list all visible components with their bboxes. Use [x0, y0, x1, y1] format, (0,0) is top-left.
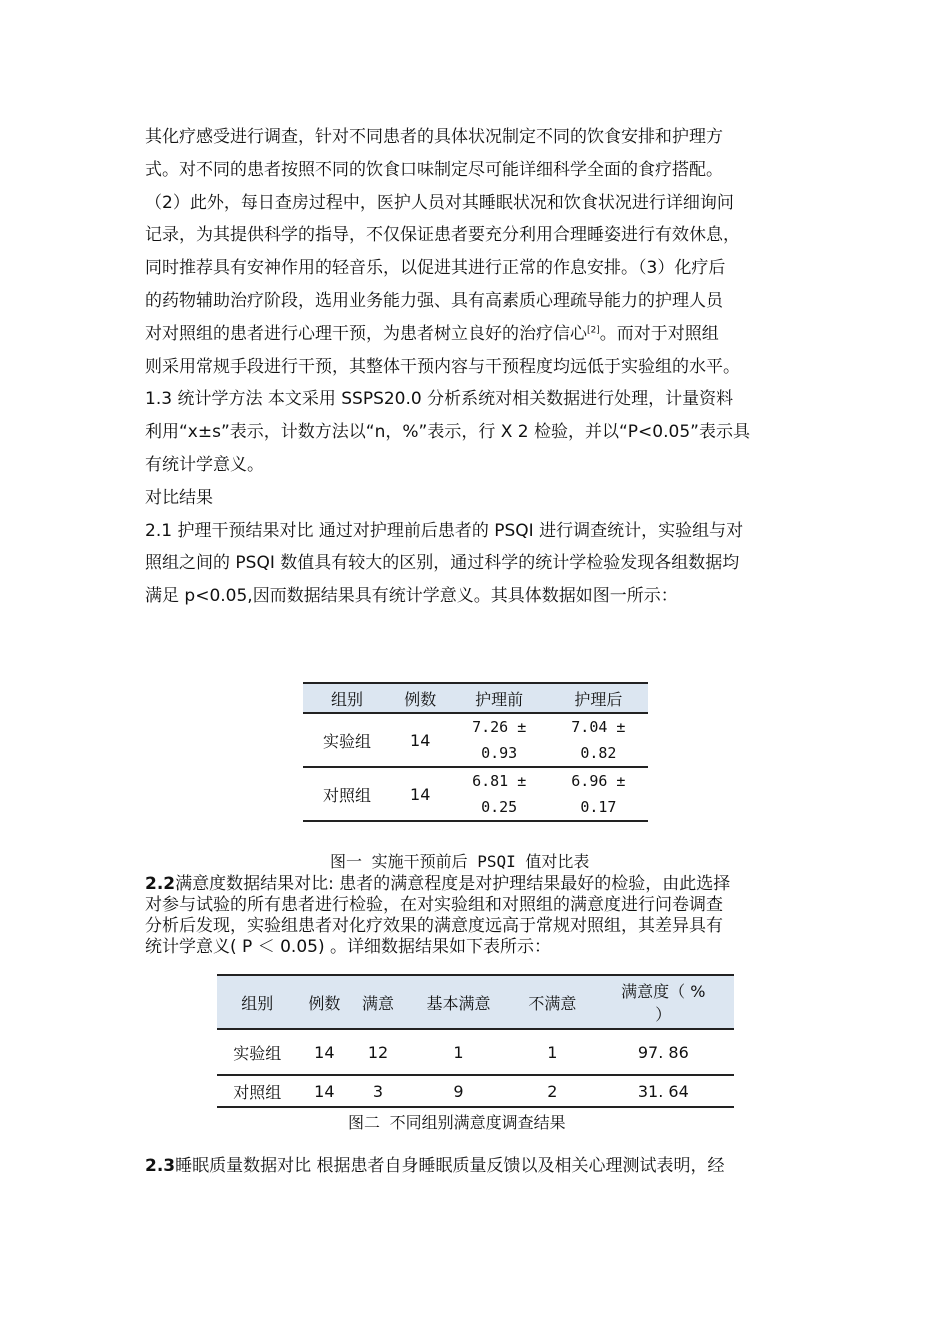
- table-row: [303, 713, 648, 767]
- cell-line: 0.82: [580, 744, 617, 762]
- text-line: 照组之间的 PSQI 数值具有较大的区别，通过科学的统计学检验发现各组数据均: [145, 553, 740, 574]
- table-cell: [549, 713, 648, 767]
- section-2-1-heading-line: 2.1 护理干预结果对比 通过对护理前后患者的 PSQI 进行调查统计，实验组与对: [145, 520, 744, 541]
- psqi-comparison-table: [303, 682, 648, 822]
- satisfaction-table: [217, 974, 734, 1108]
- table-cell: 14: [410, 730, 431, 750]
- table-cell: 1: [453, 1042, 464, 1062]
- text-line: 同时推荐具有安神作用的轻音乐，以促进其进行正常的作息安排。（3）化疗后: [145, 258, 726, 279]
- text-line: 则采用常规手段进行干预，其整体干预内容与干预程度均远低于实验组的水平。: [145, 356, 740, 377]
- text-fragment: 满意度数据结果对比: 患者的满意程度是对护理结果最好的检验，由此选择: [175, 874, 731, 894]
- body-text-section-1: [145, 121, 813, 613]
- table-cell: [549, 767, 648, 821]
- section-1-3-heading-line: 1.3 统计学方法 本文采用 SSPS20.0 分析系统对相关数据进行处理，计量资料: [145, 389, 734, 410]
- cell-line: 7.04 ±: [571, 718, 626, 736]
- column-header: 满意: [361, 993, 394, 1013]
- table-row: [303, 767, 648, 821]
- table-2-caption: 图二 不同组别满意度调查结果: [348, 1113, 566, 1132]
- header-line: 满意度（ %: [621, 982, 706, 1001]
- text-line: 其化疗感受进行调查，针对不同患者的具体状况制定不同的饮食安排和护理方: [145, 127, 723, 147]
- table-cell: 12: [367, 1042, 389, 1062]
- text-line: 式。对不同的患者按照不同的饮食口味制定尽可能详细科学全面的食疗搭配。: [145, 159, 723, 180]
- cell-line: 7.26 ±: [472, 718, 527, 736]
- cell-line: 6.96 ±: [571, 772, 626, 790]
- body-text-section-2-2: [145, 874, 813, 958]
- table-cell: 实验组: [233, 1043, 282, 1063]
- column-header: 基本满意: [426, 993, 491, 1013]
- table-cell: 1: [547, 1042, 558, 1062]
- section-heading-results: 对比结果: [145, 487, 213, 508]
- text-fragment: 睡眠质量数据对比 根据患者自身睡眠质量反馈以及相关心理测试表明，经: [175, 1156, 725, 1176]
- table-cell: 9: [453, 1081, 464, 1101]
- table-row: [217, 1075, 734, 1107]
- text-line: 统计学意义( P ＜ 0.05) 。详细数据结果如下表所示：: [145, 937, 551, 957]
- cell-line: 0.25: [481, 798, 518, 816]
- text-line: 分析后发现，实验组患者对化疗效果的满意度远高于常规对照组，其差异具有: [145, 916, 723, 936]
- text-line: 的药物辅助治疗阶段，选用业务能力强、具有高素质心理疏导能力的护理人员: [145, 290, 723, 311]
- table-cell: 14: [314, 1042, 335, 1062]
- table-cell: 3: [372, 1081, 384, 1101]
- table-cell: 2: [547, 1081, 558, 1101]
- table-cell: 97. 86: [637, 1042, 689, 1062]
- text-line: 利用“x±s”表示，计数方法以“n，%”表示，行 X 2 检验，并以“P<0.05”表示具: [145, 422, 750, 443]
- text-line-with-citation: [145, 318, 813, 351]
- section-number: 2.2: [145, 874, 176, 894]
- citation-reference: [2]: [587, 325, 600, 336]
- table-cell: 对照组: [233, 1082, 282, 1102]
- column-header: 组别: [241, 993, 274, 1013]
- text-line: 有统计学意义。: [145, 454, 264, 475]
- text-line: [145, 874, 813, 895]
- table-cell: 31. 64: [637, 1081, 689, 1101]
- header-line: ）: [655, 1005, 672, 1024]
- table-cell: 对照组: [322, 785, 371, 805]
- column-header: 组别: [330, 689, 363, 709]
- cell-line: 6.81 ±: [472, 772, 527, 790]
- text-fragment: 对对照组的患者进行心理干预，为患者树立良好的治疗信心: [145, 323, 587, 344]
- section-number: 2.3: [145, 1156, 176, 1176]
- column-header: [593, 975, 734, 1029]
- table-1-caption: 图一 实施干预前后 PSQI 值对比表: [330, 852, 590, 871]
- table-cell: [450, 713, 549, 767]
- text-line: （2）此外，每日查房过程中，医护人员对其睡眠状况和饮食状况进行详细询问: [145, 192, 734, 213]
- table-cell: 实验组: [322, 731, 371, 751]
- cell-line: 0.93: [481, 744, 518, 762]
- column-header: 例数: [308, 993, 341, 1013]
- body-text-section-2-3: [145, 1150, 813, 1183]
- table-row: [217, 1029, 734, 1075]
- text-line: 对参与试验的所有患者进行检验，在对实验组和对照组的满意度进行问卷调查: [145, 895, 723, 915]
- table-header-row: [217, 975, 734, 1029]
- text-line: 满足 p<0.05,因而数据结果具有统计学意义。其具体数据如图一所示：: [145, 586, 678, 607]
- text-fragment: 。而对于对照组: [599, 323, 719, 344]
- column-header: 护理后: [574, 689, 623, 709]
- table-cell: 14: [314, 1081, 335, 1101]
- column-header: 不满意: [528, 993, 577, 1013]
- text-line: 记录，为其提供科学的指导，不仅保证患者要充分利用合理睡姿进行有效休息，: [145, 225, 740, 246]
- table-cell: 14: [410, 784, 431, 804]
- cell-line: 0.17: [580, 798, 617, 816]
- column-header: 护理前: [475, 689, 524, 709]
- table-header-row: [303, 683, 648, 713]
- table-cell: [450, 767, 549, 821]
- text-line: [145, 1150, 813, 1183]
- column-header: 例数: [404, 689, 437, 709]
